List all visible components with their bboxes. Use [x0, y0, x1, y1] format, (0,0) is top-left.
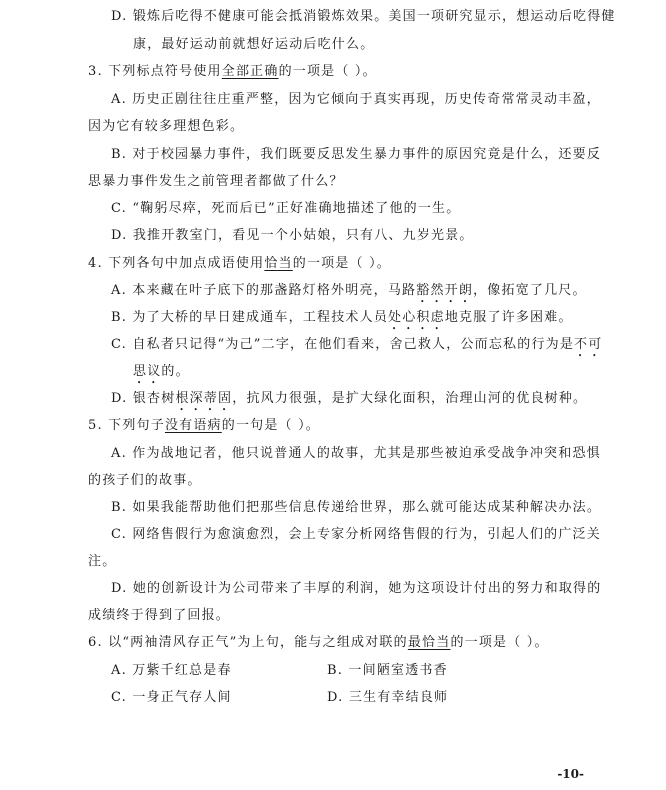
q3-stem	[0, 62, 666, 82]
page-number: -10-	[557, 767, 584, 781]
q4-option-c-post: 的。	[161, 364, 190, 379]
q6-option-b: B. 一间陋室透书香	[327, 663, 448, 678]
q3-option-d: D. 我推开教室门，看见一个小姑娘，只有八、九岁光景。	[111, 228, 474, 243]
q5-option-d: D. 她的创新设计为公司带来了丰厚的利润，她为这项设计付出的努力和取得的	[111, 581, 602, 596]
q5-stem-suffix: 的一句是（ ）。	[221, 418, 320, 433]
q5-option-d-continued: 成绩终于得到了回报。	[88, 608, 231, 623]
q4-option-c-continued	[0, 362, 666, 387]
q4-option-a-post: ，像拓宽了几尺。	[473, 283, 587, 298]
q6-stem	[0, 633, 666, 653]
q4-option-a-pre: A. 本来藏在叶子底下的那盏路灯格外明亮，马路	[111, 283, 417, 298]
q4-option-c-dotted-idiom-part1: 不可	[574, 337, 603, 352]
q6-options-row-1	[0, 661, 666, 681]
q4-option-c-dotted-idiom-part2: 思议	[133, 364, 162, 379]
q5-stem-prefix: 5. 下列句子	[88, 418, 165, 433]
q4-option-b-pre: B. 为了大桥的早日建成通车，工程技术人员	[111, 310, 389, 325]
q5-stem-underlined: 没有语病	[164, 418, 222, 433]
q3-option-a-continued: 因为它有较多理想色彩。	[88, 119, 245, 134]
q4-option-d-post: ，抗风力很强，是扩大绿化面积，治理山河的优良树种。	[232, 391, 588, 406]
q3-stem-suffix: 的一项是（ ）。	[278, 64, 377, 79]
q4-option-b-post: 地克服了许多困难。	[444, 310, 573, 325]
q6-option-a: A. 万紫千红总是春	[111, 663, 232, 678]
q4-option-a-dotted-idiom: 豁然开朗	[416, 283, 474, 298]
q6-stem-underlined: 最恰当	[407, 635, 451, 650]
q4-option-d-dotted-idiom: 根深蒂固	[175, 391, 233, 406]
q3-option-b-continued: 思暴力事件发生之前管理者都做了什么？	[88, 174, 344, 189]
q6-stem-prefix: 6. 以“两袖清风存正气”为上句，能与之组成对联的	[88, 635, 408, 650]
q4-stem-underlined: 恰当	[264, 256, 293, 271]
q4-stem	[0, 254, 666, 274]
q5-option-c: C. 网络售假行为愈演愈烈，会上专家分析网络售假的行为，引起人们的广泛关	[111, 527, 601, 542]
q4-stem-prefix: 4. 下列各句中加点成语使用	[88, 256, 265, 271]
q4-option-b	[0, 308, 666, 333]
q6-stem-suffix: 的一项是（ ）。	[450, 635, 549, 650]
q4-option-b-dotted-idiom: 处心积虑	[388, 310, 445, 325]
q4-option-c-pre: C. 自私者只记得“为己”二字，在他们看来，舍己救人，公而忘私的行为是	[111, 337, 575, 352]
q5-option-a-continued: 的孩子们的故事。	[88, 473, 202, 488]
q3-stem-underlined: 全部正确	[221, 64, 279, 79]
q6-option-c: C. 一身正气存人间	[111, 690, 232, 705]
q4-stem-suffix: 的一项是（ ）。	[292, 256, 391, 271]
q6-options-row-2	[0, 688, 666, 708]
q4-option-a	[0, 281, 666, 306]
q5-option-c-continued: 注。	[88, 554, 117, 569]
q3-stem-prefix: 3. 下列标点符号使用	[88, 64, 222, 79]
q3-option-c: C. “鞠躬尽瘁，死而后已”正好准确地描述了他的一生。	[111, 201, 461, 216]
q5-option-a: A. 作为战地记者，他只说普通人的故事，尤其是那些被迫承受战争冲突和恐惧	[111, 446, 601, 461]
q3-option-b: B. 对于校园暴力事件，我们既要反思发生暴力事件的原因究竟是什么，还要反	[111, 147, 602, 162]
q4-option-d	[0, 389, 666, 414]
q3-option-a: A. 历史正剧往往庄重严整，因为它倾向于真实再现，历史传奇常常灵动丰盈，	[111, 92, 601, 107]
q6-option-d: D. 三生有幸结良师	[327, 690, 449, 705]
q2-option-d-continued: 康，最好运动前就想好运动后吃什么。	[133, 37, 375, 52]
q5-option-b: B. 如果我能帮助他们把那些信息传递给世界，那么就可能达成某种解决办法。	[111, 500, 602, 515]
q2-option-d: D. 锻炼后吃得不健康可能会抵消锻炼效果。美国一项研究显示，想运动后吃得健	[111, 9, 616, 24]
q5-stem	[0, 416, 666, 436]
q4-option-c	[0, 335, 666, 360]
q4-option-d-pre: D. 银杏树	[111, 391, 176, 406]
